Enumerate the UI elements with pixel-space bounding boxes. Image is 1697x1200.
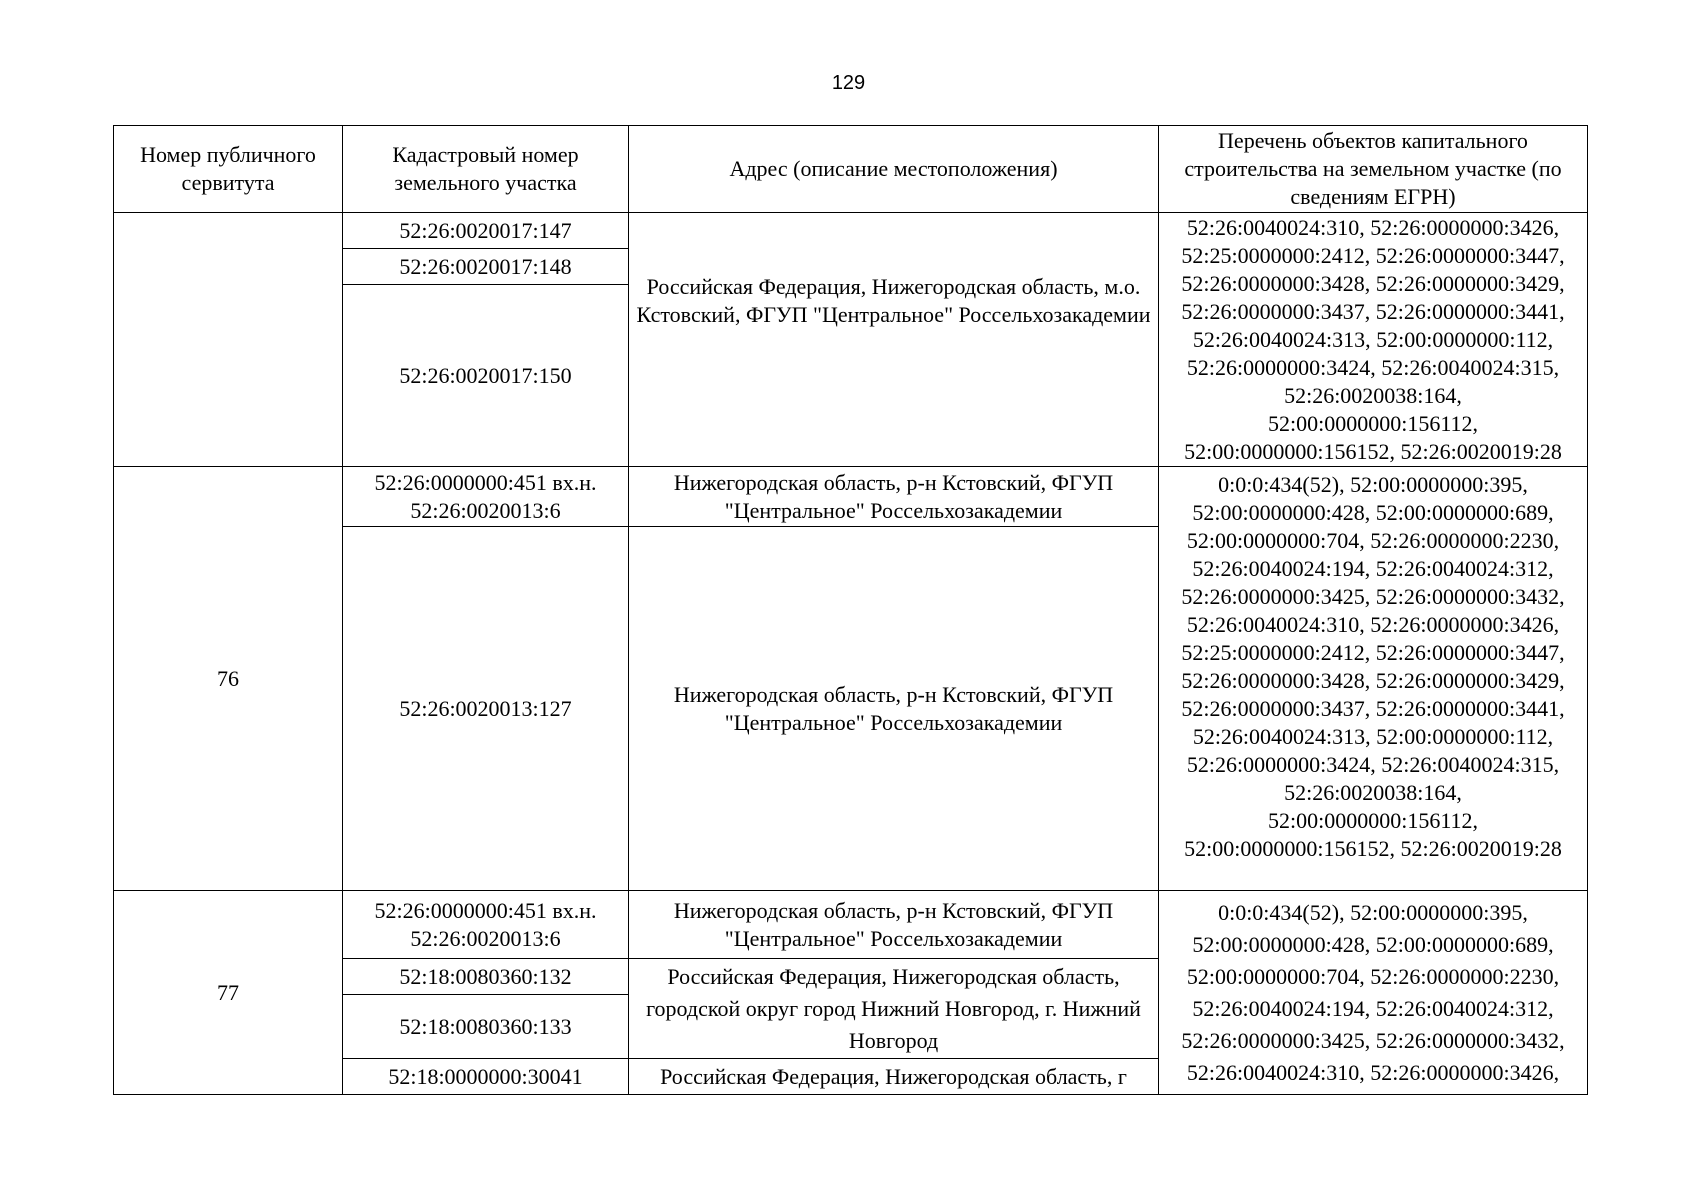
capital-objects-cell: 0:0:0:434(52), 52:00:0000000:395, 52:00:0000000:428, 52:00:0000000:689, 52:00:0000000:704, 52:26:0000000:2230, 52:26:0040024:194, 52:26:0040024:312, 52:26:0000000:3425, 52:26:0000000:3432, 52:26:0040024:310, 52:26:0000000:3426, 52:25:0000000:2412, 52:26:0000000:3447, 52:26:0000000:3428, 52:26:0000000:3429, 52:26:0000000:3437, 52:26:0000000:3441, 52:26:0040024:313, 52:00:0000000:112, 52:26:0000000:3424, 52:26:0040024:315, 52:26:0020038:164, 52:00:0000000:156112, 52:00:0000000:156152, 52:26:0020019:28	[1159, 467, 1588, 891]
cadastral-number-cell: 52:26:0020017:150	[343, 285, 629, 467]
servitude-table	[113, 125, 1588, 1095]
cadastral-number-cell: 52:26:0020017:147	[343, 213, 629, 249]
capital-objects-cell: 52:26:0040024:310, 52:26:0000000:3426, 52:25:0000000:2412, 52:26:0000000:3447, 52:26:0000000:3428, 52:26:0000000:3429, 52:26:0000000:3437, 52:26:0000000:3441, 52:26:0040024:313, 52:00:0000000:112, 52:26:0000000:3424, 52:26:0040024:315, 52:26:0020038:164, 52:00:0000000:156112, 52:00:0000000:156152, 52:26:0020019:28	[1159, 213, 1588, 467]
table-row	[114, 213, 1588, 249]
address-cell: Нижегородская область, р-н Кстовский, ФГУП "Центральное" Россельхозакадемии	[629, 527, 1159, 891]
address-cell: Нижегородская область, р-н Кстовский, ФГУП "Центральное" Россельхозакадемии	[629, 467, 1159, 527]
header-cadastral-number: Кадастровый номер земельного участка	[343, 126, 629, 213]
table-row	[114, 891, 1588, 959]
cadastral-number-cell: 52:26:0020017:148	[343, 249, 629, 285]
page-number: 129	[831, 72, 866, 94]
address-cell: Российская Федерация, Нижегородская область, городской округ город Нижний Новгород, г. Нижний Новгород	[629, 959, 1159, 1059]
header-address: Адрес (описание местоположения)	[629, 126, 1159, 213]
cadastral-number-cell: 52:26:0000000:451 вх.н. 52:26:0020013:6	[343, 467, 629, 527]
header-servitude-number: Номер публичного сервитута	[114, 126, 343, 213]
address-cell: Российская Федерация, Нижегородская область, м.о. Кстовский, ФГУП "Центральное" Россельхозакадемии	[629, 213, 1159, 467]
cadastral-number-cell: 52:18:0000000:30041	[343, 1059, 629, 1095]
cadastral-number-cell: 52:18:0080360:133	[343, 995, 629, 1059]
cadastral-number-cell: 52:26:0000000:451 вх.н. 52:26:0020013:6	[343, 891, 629, 959]
cadastral-number-cell: 52:26:0020013:127	[343, 527, 629, 891]
table-header-row	[114, 126, 1588, 213]
cadastral-number-cell: 52:18:0080360:132	[343, 959, 629, 995]
servitude-number-cell: 77	[114, 891, 343, 1095]
header-capital-objects: Перечень объектов капитального строительства на земельном участке (по сведениям ЕГРН)	[1159, 126, 1588, 213]
address-cell: Нижегородская область, р-н Кстовский, ФГУП "Центральное" Россельхозакадемии	[629, 891, 1159, 959]
servitude-number-cell	[114, 213, 343, 467]
table-row	[114, 467, 1588, 527]
address-cell: Российская Федерация, Нижегородская область, г	[629, 1059, 1159, 1095]
servitude-number-cell: 76	[114, 467, 343, 891]
capital-objects-cell: 0:0:0:434(52), 52:00:0000000:395, 52:00:0000000:428, 52:00:0000000:689, 52:00:0000000:704, 52:26:0000000:2230, 52:26:0040024:194, 52:26:0040024:312, 52:26:0000000:3425, 52:26:0000000:3432, 52:26:0040024:310, 52:26:0000000:3426,	[1159, 891, 1588, 1095]
